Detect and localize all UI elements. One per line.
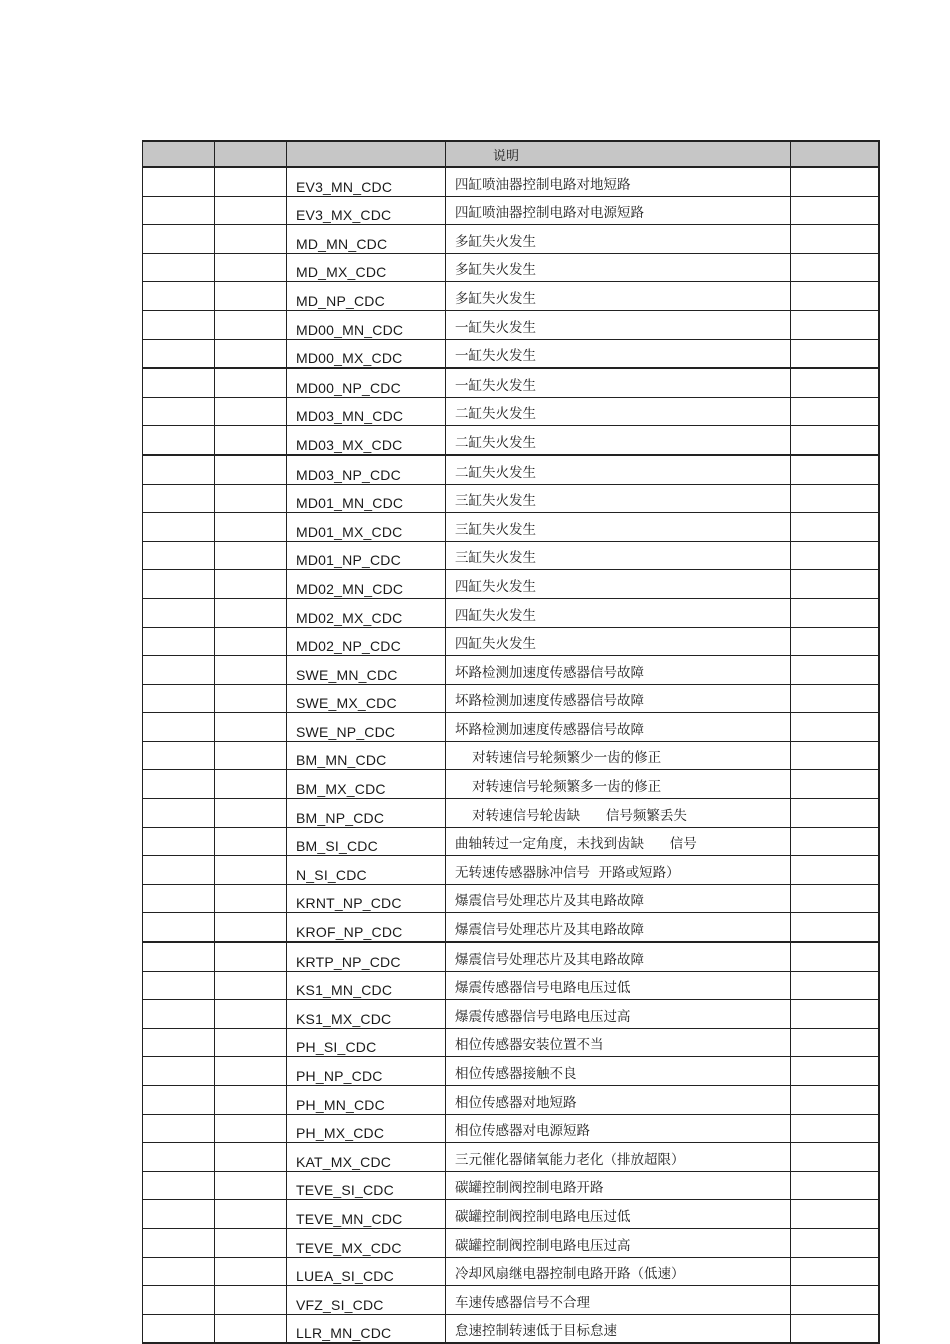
fault-code-cell: TEVE_MN_CDC (287, 1200, 446, 1229)
fault-code-cell: MD03_MN_CDC (287, 397, 446, 426)
empty-cell (143, 570, 215, 599)
description-cell: 坏路检测加速度传感器信号故障 (446, 656, 791, 685)
table-row (143, 541, 879, 570)
empty-cell (143, 1257, 215, 1286)
empty-cell (791, 1143, 879, 1172)
empty-cell (143, 339, 215, 368)
fault-code-cell: KS1_MX_CDC (287, 1000, 446, 1029)
table-row (143, 971, 879, 1000)
description-cell: 爆震信号处理芯片及其电路故障 (446, 942, 791, 971)
table-row (143, 1228, 879, 1257)
empty-cell (143, 1171, 215, 1200)
empty-cell (143, 253, 215, 282)
description-cell: 多缸失火发生 (446, 225, 791, 254)
table-row (143, 1200, 879, 1229)
empty-cell (143, 455, 215, 484)
empty-cell (215, 1171, 287, 1200)
table-row (143, 339, 879, 368)
fault-code-cell: MD00_NP_CDC (287, 368, 446, 397)
header-cell-2 (215, 141, 287, 167)
empty-cell (143, 913, 215, 942)
empty-cell (143, 1114, 215, 1143)
fault-code-cell: LLR_MN_CDC (287, 1314, 446, 1343)
description-cell: 冷却风扇继电器控制电路开路（低速） (446, 1257, 791, 1286)
fault-code-cell: SWE_MN_CDC (287, 656, 446, 685)
empty-cell (791, 713, 879, 742)
empty-cell (143, 310, 215, 339)
empty-cell (143, 741, 215, 770)
table-row (143, 1286, 879, 1315)
fault-code-cell: MD_NP_CDC (287, 282, 446, 311)
empty-cell (215, 1086, 287, 1115)
empty-cell (215, 884, 287, 913)
empty-cell (143, 225, 215, 254)
description-cell: 爆震传感器信号电路电压过低 (446, 971, 791, 1000)
header-cell-1 (143, 141, 215, 167)
table-row (143, 656, 879, 685)
empty-cell (791, 484, 879, 513)
description-cell: 无转速传感器脉冲信号 开路或短路） (446, 856, 791, 885)
empty-cell (791, 942, 879, 971)
empty-cell (215, 455, 287, 484)
table-row (143, 598, 879, 627)
empty-cell (791, 827, 879, 856)
empty-cell (215, 310, 287, 339)
description-cell: 四缸失火发生 (446, 627, 791, 656)
description-cell: 三缸失火发生 (446, 484, 791, 513)
description-cell: 车速传感器信号不合理 (446, 1286, 791, 1315)
empty-cell (143, 368, 215, 397)
empty-cell (215, 627, 287, 656)
description-cell: 相位传感器对地短路 (446, 1086, 791, 1115)
header-cell-3 (287, 141, 446, 167)
description-cell: 四缸失火发生 (446, 598, 791, 627)
fault-code-cell: KRNT_NP_CDC (287, 884, 446, 913)
empty-cell (791, 1200, 879, 1229)
table-row (143, 1028, 879, 1057)
empty-cell (143, 656, 215, 685)
table-row (143, 368, 879, 397)
description-cell: 一缸失火发生 (446, 339, 791, 368)
fault-code-cell: MD03_MX_CDC (287, 426, 446, 455)
fault-code-cell: PH_MX_CDC (287, 1114, 446, 1143)
fault-code-cell: N_SI_CDC (287, 856, 446, 885)
fault-code-cell: MD01_MN_CDC (287, 484, 446, 513)
empty-cell (215, 913, 287, 942)
empty-cell (215, 167, 287, 196)
fault-code-cell: MD02_MX_CDC (287, 598, 446, 627)
table-row (143, 225, 879, 254)
empty-cell (143, 541, 215, 570)
fault-code-cell: MD01_NP_CDC (287, 541, 446, 570)
fault-code-cell: BM_MX_CDC (287, 770, 446, 799)
empty-cell (791, 513, 879, 542)
empty-cell (791, 339, 879, 368)
table-row (143, 827, 879, 856)
fault-code-cell: MD_MX_CDC (287, 253, 446, 282)
table-row (143, 913, 879, 942)
empty-cell (143, 1057, 215, 1086)
empty-cell (143, 484, 215, 513)
empty-cell (143, 1086, 215, 1115)
table-row (143, 1314, 879, 1343)
empty-cell (143, 884, 215, 913)
empty-cell (791, 856, 879, 885)
table-row (143, 713, 879, 742)
table-row (143, 513, 879, 542)
fault-code-cell: TEVE_SI_CDC (287, 1171, 446, 1200)
table-row (143, 570, 879, 599)
description-cell: 三缸失火发生 (446, 513, 791, 542)
table-row (143, 253, 879, 282)
description-cell: 三缸失火发生 (446, 541, 791, 570)
description-cell: 爆震信号处理芯片及其电路故障 (446, 884, 791, 913)
header-description-label: 说明 (493, 148, 520, 164)
empty-cell (215, 484, 287, 513)
description-cell: 碳罐控制阀控制电路电压过低 (446, 1200, 791, 1229)
empty-cell (143, 426, 215, 455)
empty-cell (791, 196, 879, 225)
table-row (143, 1000, 879, 1029)
empty-cell (791, 770, 879, 799)
table-row (143, 770, 879, 799)
description-cell: 碳罐控制阀控制电路开路 (446, 1171, 791, 1200)
empty-cell (791, 1171, 879, 1200)
description-cell: 二缸失火发生 (446, 426, 791, 455)
empty-cell (791, 310, 879, 339)
empty-cell (215, 196, 287, 225)
description-cell: 三元催化器储氧能力老化（排放超限） (446, 1143, 791, 1172)
table-row (143, 684, 879, 713)
empty-cell (215, 282, 287, 311)
empty-cell (791, 1114, 879, 1143)
fault-code-cell: MD03_NP_CDC (287, 455, 446, 484)
fault-code-cell: MD02_NP_CDC (287, 627, 446, 656)
empty-cell (791, 741, 879, 770)
empty-cell (215, 856, 287, 885)
table-row (143, 455, 879, 484)
empty-cell (215, 225, 287, 254)
empty-cell (215, 1228, 287, 1257)
empty-cell (215, 598, 287, 627)
empty-cell (791, 913, 879, 942)
fault-code-cell: KAT_MX_CDC (287, 1143, 446, 1172)
empty-cell (143, 1028, 215, 1057)
empty-cell (215, 1314, 287, 1343)
table-row (143, 942, 879, 971)
empty-cell (791, 598, 879, 627)
empty-cell (791, 1257, 879, 1286)
description-cell: 四缸喷油器控制电路对地短路 (446, 167, 791, 196)
table-row (143, 1257, 879, 1286)
description-cell: 一缸失火发生 (446, 368, 791, 397)
empty-cell (791, 971, 879, 1000)
empty-cell (791, 1057, 879, 1086)
fault-code-cell: KS1_MN_CDC (287, 971, 446, 1000)
empty-cell (791, 1286, 879, 1315)
empty-cell (215, 339, 287, 368)
empty-cell (791, 570, 879, 599)
empty-cell (791, 455, 879, 484)
empty-cell (215, 942, 287, 971)
table-row (143, 484, 879, 513)
table-row (143, 1057, 879, 1086)
description-cell: 二缸失火发生 (446, 397, 791, 426)
table-row (143, 799, 879, 828)
description-cell: 一缸失火发生 (446, 310, 791, 339)
description-cell: 相位传感器对电源短路 (446, 1114, 791, 1143)
fault-code-cell: SWE_MX_CDC (287, 684, 446, 713)
table-row (143, 741, 879, 770)
empty-cell (143, 827, 215, 856)
fault-code-cell: PH_MN_CDC (287, 1086, 446, 1115)
table-header-row (143, 141, 879, 167)
empty-cell (143, 627, 215, 656)
description-cell: 曲轴转过一定角度，未找到齿缺 信号 (446, 827, 791, 856)
empty-cell (791, 656, 879, 685)
empty-cell (791, 1314, 879, 1343)
empty-cell (215, 570, 287, 599)
table-row (143, 884, 879, 913)
table-row (143, 1143, 879, 1172)
table-row (143, 856, 879, 885)
empty-cell (215, 1000, 287, 1029)
empty-cell (215, 368, 287, 397)
fault-code-cell: VFZ_SI_CDC (287, 1286, 446, 1315)
description-cell: 相位传感器接触不良 (446, 1057, 791, 1086)
description-cell: 爆震传感器信号电路电压过高 (446, 1000, 791, 1029)
empty-cell (143, 799, 215, 828)
empty-cell (143, 1286, 215, 1315)
fault-code-cell: TEVE_MX_CDC (287, 1228, 446, 1257)
empty-cell (215, 799, 287, 828)
empty-cell (791, 1228, 879, 1257)
table-row (143, 627, 879, 656)
empty-cell (215, 1143, 287, 1172)
empty-cell (215, 253, 287, 282)
table-row (143, 426, 879, 455)
description-cell: 坏路检测加速度传感器信号故障 (446, 713, 791, 742)
empty-cell (791, 282, 879, 311)
empty-cell (791, 368, 879, 397)
description-cell: 坏路检测加速度传感器信号故障 (446, 684, 791, 713)
empty-cell (215, 1257, 287, 1286)
empty-cell (143, 942, 215, 971)
fault-code-cell: SWE_NP_CDC (287, 713, 446, 742)
table-row (143, 1086, 879, 1115)
table-row (143, 196, 879, 225)
empty-cell (143, 196, 215, 225)
empty-cell (791, 884, 879, 913)
fault-code-cell: PH_SI_CDC (287, 1028, 446, 1057)
empty-cell (215, 1200, 287, 1229)
empty-cell (791, 541, 879, 570)
empty-cell (791, 225, 879, 254)
description-cell: 四缸失火发生 (446, 570, 791, 599)
empty-cell (143, 1143, 215, 1172)
empty-cell (215, 541, 287, 570)
empty-cell (791, 1086, 879, 1115)
empty-cell (215, 513, 287, 542)
empty-cell (143, 856, 215, 885)
empty-cell (215, 656, 287, 685)
empty-cell (791, 167, 879, 196)
empty-cell (143, 1228, 215, 1257)
fault-code-cell: BM_NP_CDC (287, 799, 446, 828)
empty-cell (143, 770, 215, 799)
description-cell: 相位传感器安装位置不当 (446, 1028, 791, 1057)
table-row (143, 167, 879, 196)
fault-code-cell: MD_MN_CDC (287, 225, 446, 254)
empty-cell (143, 713, 215, 742)
empty-cell (791, 397, 879, 426)
fault-code-cell: PH_NP_CDC (287, 1057, 446, 1086)
empty-cell (791, 426, 879, 455)
fault-code-cell: MD02_MN_CDC (287, 570, 446, 599)
fault-code-cell: LUEA_SI_CDC (287, 1257, 446, 1286)
table-row (143, 310, 879, 339)
empty-cell (791, 1028, 879, 1057)
fault-code-cell: KROF_NP_CDC (287, 913, 446, 942)
empty-cell (143, 513, 215, 542)
description-cell: 四缸喷油器控制电路对电源短路 (446, 196, 791, 225)
description-cell: 多缸失火发生 (446, 253, 791, 282)
fault-code-cell: EV3_MX_CDC (287, 196, 446, 225)
fault-code-cell: EV3_MN_CDC (287, 167, 446, 196)
fault-code-cell: BM_MN_CDC (287, 741, 446, 770)
empty-cell (143, 1314, 215, 1343)
empty-cell (143, 397, 215, 426)
description-cell: 多缸失火发生 (446, 282, 791, 311)
table-body (143, 167, 879, 1343)
empty-cell (143, 167, 215, 196)
empty-cell (791, 799, 879, 828)
table-row (143, 282, 879, 311)
empty-cell (143, 1200, 215, 1229)
fault-code-cell: MD00_MN_CDC (287, 310, 446, 339)
table-row (143, 397, 879, 426)
empty-cell (143, 684, 215, 713)
description-cell: 碳罐控制阀控制电路电压过高 (446, 1228, 791, 1257)
empty-cell (215, 684, 287, 713)
empty-cell (215, 1114, 287, 1143)
fault-code-cell: MD00_MX_CDC (287, 339, 446, 368)
empty-cell (215, 741, 287, 770)
header-cell-5 (791, 141, 879, 167)
empty-cell (215, 426, 287, 455)
description-cell: 对转速信号轮频繁多一齿的修正 (446, 770, 791, 799)
empty-cell (215, 827, 287, 856)
empty-cell (215, 1057, 287, 1086)
fault-code-cell: BM_SI_CDC (287, 827, 446, 856)
description-cell: 二缸失火发生 (446, 455, 791, 484)
description-cell: 怠速控制转速低于目标怠速 (446, 1314, 791, 1343)
empty-cell (143, 598, 215, 627)
empty-cell (215, 713, 287, 742)
empty-cell (143, 971, 215, 1000)
empty-cell (215, 1286, 287, 1315)
empty-cell (215, 770, 287, 799)
empty-cell (791, 253, 879, 282)
description-cell: 对转速信号轮齿缺 信号频繁丢失 (446, 799, 791, 828)
empty-cell (215, 397, 287, 426)
description-cell: 爆震信号处理芯片及其电路故障 (446, 913, 791, 942)
fault-code-cell: KRTP_NP_CDC (287, 942, 446, 971)
table-row (143, 1114, 879, 1143)
fault-code-cell: MD01_MX_CDC (287, 513, 446, 542)
empty-cell (215, 971, 287, 1000)
empty-cell (791, 1000, 879, 1029)
fault-code-table (142, 140, 880, 1344)
empty-cell (143, 282, 215, 311)
header-cell-description (446, 141, 791, 167)
empty-cell (791, 684, 879, 713)
empty-cell (215, 1028, 287, 1057)
description-cell: 对转速信号轮频繁少一齿的修正 (446, 741, 791, 770)
empty-cell (791, 627, 879, 656)
table-row (143, 1171, 879, 1200)
empty-cell (143, 1000, 215, 1029)
